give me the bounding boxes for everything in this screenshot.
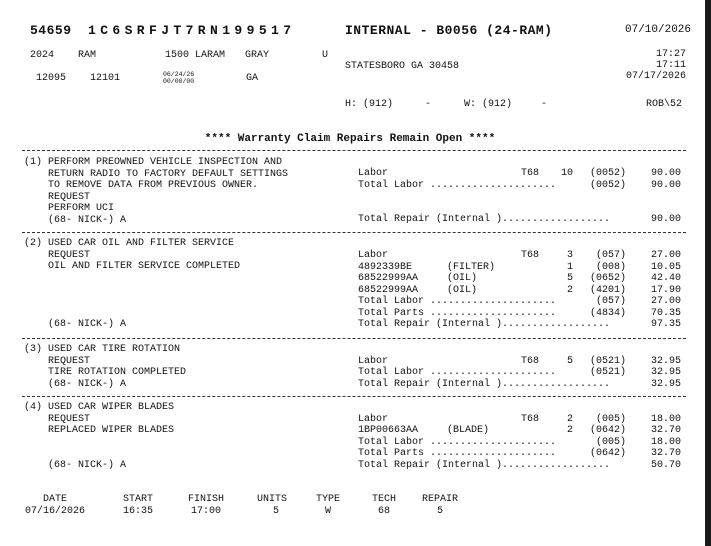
op-3-total-labor — [358, 367, 683, 379]
line-code: (057) — [595, 296, 626, 307]
work-phone: W: (912) — [464, 99, 513, 110]
op-1-total-repair — [358, 214, 683, 226]
op-2-total-parts — [358, 308, 683, 320]
line-qty: 5 — [566, 273, 573, 284]
op-line: OIL AND FILTER SERVICE COMPLETED — [24, 261, 241, 272]
page-edge — [705, 0, 711, 546]
divider — [22, 150, 686, 151]
line-desc: Total Labor ..................... — [358, 296, 557, 307]
part-desc: (FILTER) — [447, 261, 496, 273]
footer-type: W — [324, 506, 331, 517]
divider — [22, 232, 686, 233]
home-phone: H: (912) — [345, 99, 394, 110]
op-2-part-line — [358, 262, 683, 274]
line-code: (0052) — [589, 168, 626, 179]
line-code: (0642) — [589, 425, 626, 436]
line-amount: 90.00 — [650, 214, 681, 225]
line-desc: Total Repair (Internal ).................. — [358, 214, 611, 225]
footer-label-tech: TECH — [371, 494, 396, 505]
line-tech: T68 — [521, 355, 540, 367]
line-amount: 70.35 — [650, 307, 681, 319]
vehicle-make: RAM — [78, 50, 97, 61]
line-tech: T68 — [521, 413, 540, 425]
date-done: 07/17/2026 — [625, 71, 686, 82]
line-tech: T68 — [521, 168, 540, 179]
line-qty: 1 — [566, 261, 573, 273]
op-2-tech — [24, 319, 354, 331]
line-desc: Total Parts ..................... — [358, 307, 557, 319]
op-line: REQUEST — [24, 249, 91, 261]
part-number: 68522999AA — [358, 284, 419, 296]
footer-label-finish: FINISH — [187, 494, 224, 505]
line-amount: 97.35 — [650, 319, 681, 330]
line-amount: 10.05 — [650, 261, 681, 273]
line-code: (0521) — [589, 367, 626, 378]
op-2-part-line — [358, 273, 683, 285]
line-desc: Total Repair (Internal ).................. — [358, 319, 611, 330]
vehicle-color: GRAY — [245, 50, 270, 61]
line-amount: 18.00 — [650, 413, 681, 425]
line-code: (4201) — [589, 284, 626, 296]
line-amount: 18.00 — [650, 436, 681, 448]
work-phone-dash: - — [541, 99, 548, 110]
part-number: 68522999AA — [358, 273, 419, 284]
line-qty: 2 — [566, 425, 573, 436]
line-desc: Labor — [358, 168, 389, 179]
footer-date: 07/16/2026 — [24, 506, 85, 517]
op-line: (68- NICK-) A — [24, 319, 127, 330]
footer-start: 16:35 — [122, 506, 153, 517]
op-2-description — [24, 238, 354, 273]
op-4-total-repair — [358, 460, 683, 472]
op-2-part-line — [358, 285, 683, 297]
op-3-description — [24, 344, 354, 390]
op-line: (1) PERFORM PREOWNED VEHICLE INSPECTION AND — [24, 157, 283, 168]
ro-number: 54659 — [30, 23, 72, 38]
op-1-labor-line — [358, 168, 683, 180]
op-1-total-labor — [358, 180, 683, 192]
op-4-labor-line — [358, 414, 683, 426]
line-qty: 2 — [566, 284, 573, 296]
part-desc: (OIL) — [447, 284, 478, 296]
op-line: (68- NICK-) A — [24, 460, 127, 471]
op-line: REPLACED WIPER BLADES — [24, 425, 175, 436]
op-line: (68- NICK-) A — [24, 214, 127, 226]
footer-finish: 17:00 — [190, 506, 221, 517]
line-desc: Total Repair (Internal ).................. — [358, 378, 611, 390]
part-desc: (BLADE) — [447, 425, 490, 436]
footer-label-repair: REPAIR — [421, 494, 458, 505]
line-amount: 50.70 — [650, 459, 681, 471]
op-4-total-labor — [358, 437, 683, 449]
op-line: PERFORM UCI — [24, 203, 115, 214]
part-number: 4892339BE — [358, 261, 413, 273]
line-code: (057) — [595, 250, 626, 261]
line-code: (4834) — [589, 307, 626, 319]
op-line: (68- NICK-) A — [24, 378, 127, 390]
footer-label-units: UNITS — [256, 494, 287, 505]
line-desc: Total Labor ..................... — [358, 179, 557, 191]
line-desc: Total Labor ..................... — [358, 436, 557, 448]
footer-tech: 68 — [377, 506, 390, 517]
line-amount: 32.70 — [650, 448, 681, 459]
state: GA — [246, 73, 259, 84]
line-qty: 10 — [560, 168, 573, 179]
pay-type: INTERNAL - B0056 (24-RAM) — [345, 23, 553, 38]
line-tech: T68 — [521, 250, 540, 261]
op-line: TO REMOVE DATA FROM PREVIOUS OWNER. — [24, 180, 259, 191]
mileage-in: 12095 — [36, 73, 67, 84]
line-code: (008) — [595, 261, 626, 273]
vehicle-year: 2024 — [30, 50, 55, 61]
line-amount: 32.95 — [650, 355, 681, 367]
line-code: (005) — [595, 413, 626, 425]
advisor: ROB\52 — [645, 99, 682, 110]
vin: 1C6SRFJT7RN199517 — [88, 23, 296, 38]
footer-label-date: DATE — [42, 494, 67, 505]
op-2-labor-line — [358, 250, 683, 262]
line-desc: Total Parts ..................... — [358, 448, 557, 459]
op-line: REQUEST — [24, 413, 91, 425]
open-warranty-banner: **** Warranty Claim Repairs Remain Open **** — [204, 133, 496, 145]
part-desc: (OIL) — [447, 273, 478, 284]
op-line: REQUEST — [24, 355, 91, 367]
line-amount: 90.00 — [650, 168, 681, 179]
line-amount: 90.00 — [650, 179, 681, 191]
line-amount: 32.95 — [650, 367, 681, 378]
line-qty: 3 — [566, 250, 573, 261]
op-1-description — [24, 157, 354, 226]
date-top: 07/10/2026 — [625, 24, 692, 36]
line-amount: 27.00 — [650, 250, 681, 261]
divider — [22, 338, 686, 339]
line-code: (005) — [595, 436, 626, 448]
footer-units: 5 — [272, 506, 279, 517]
line-qty: 2 — [566, 413, 573, 425]
op-3-total-repair — [358, 379, 683, 391]
op-4-total-parts — [358, 448, 683, 460]
vehicle-flag: U — [322, 50, 329, 61]
home-phone-dash: - — [425, 99, 432, 110]
line-amount: 42.40 — [650, 273, 681, 284]
line-desc: Total Labor ..................... — [358, 367, 557, 378]
op-line: (2) USED CAR OIL AND FILTER SERVICE — [24, 238, 235, 249]
location: STATESBORO GA 30458 — [345, 61, 460, 72]
op-line: (3) USED CAR TIRE ROTATION — [24, 344, 181, 355]
line-amount: 32.95 — [650, 378, 681, 390]
small-date-two: 00/00/00 — [163, 78, 195, 85]
op-3-labor-line — [358, 356, 683, 368]
time-two: 17:11 — [655, 60, 686, 71]
op-line: (4) USED CAR WIPER BLADES — [24, 402, 175, 413]
vehicle-model: 1500 LARAM — [165, 50, 226, 61]
time-one: 17:27 — [655, 49, 686, 60]
line-code: (0052) — [589, 179, 626, 191]
line-amount: 17.90 — [650, 284, 681, 296]
small-date-one: 06/24/26 — [163, 71, 195, 78]
line-desc: Labor — [358, 250, 389, 261]
footer-label-type: TYPE — [315, 494, 340, 505]
line-desc: Total Repair (Internal ).................. — [358, 459, 611, 471]
op-line: TIRE ROTATION COMPLETED — [24, 367, 187, 378]
divider — [22, 396, 686, 397]
line-desc: Labor — [358, 413, 389, 425]
op-2-total-repair — [358, 319, 683, 331]
op-2-total-labor — [358, 296, 683, 308]
line-code: (0521) — [589, 355, 626, 367]
op-4-description — [24, 402, 354, 437]
line-desc: Labor — [358, 355, 389, 367]
line-code: (0642) — [589, 448, 626, 459]
op-4-part-line — [358, 425, 683, 437]
op-4-tech — [24, 460, 354, 472]
part-number: 1BP00663AA — [358, 425, 419, 436]
mileage-out: 12101 — [90, 73, 121, 84]
op-line: RETURN RADIO TO FACTORY DEFAULT SETTINGS — [24, 168, 289, 180]
line-qty: 5 — [566, 355, 573, 367]
footer-label-start: START — [122, 494, 153, 505]
op-line: REQUEST — [24, 191, 91, 203]
line-code: (0652) — [589, 273, 626, 284]
line-amount: 32.70 — [650, 425, 681, 436]
line-amount: 27.00 — [650, 296, 681, 307]
footer-repair: 5 — [436, 506, 443, 517]
